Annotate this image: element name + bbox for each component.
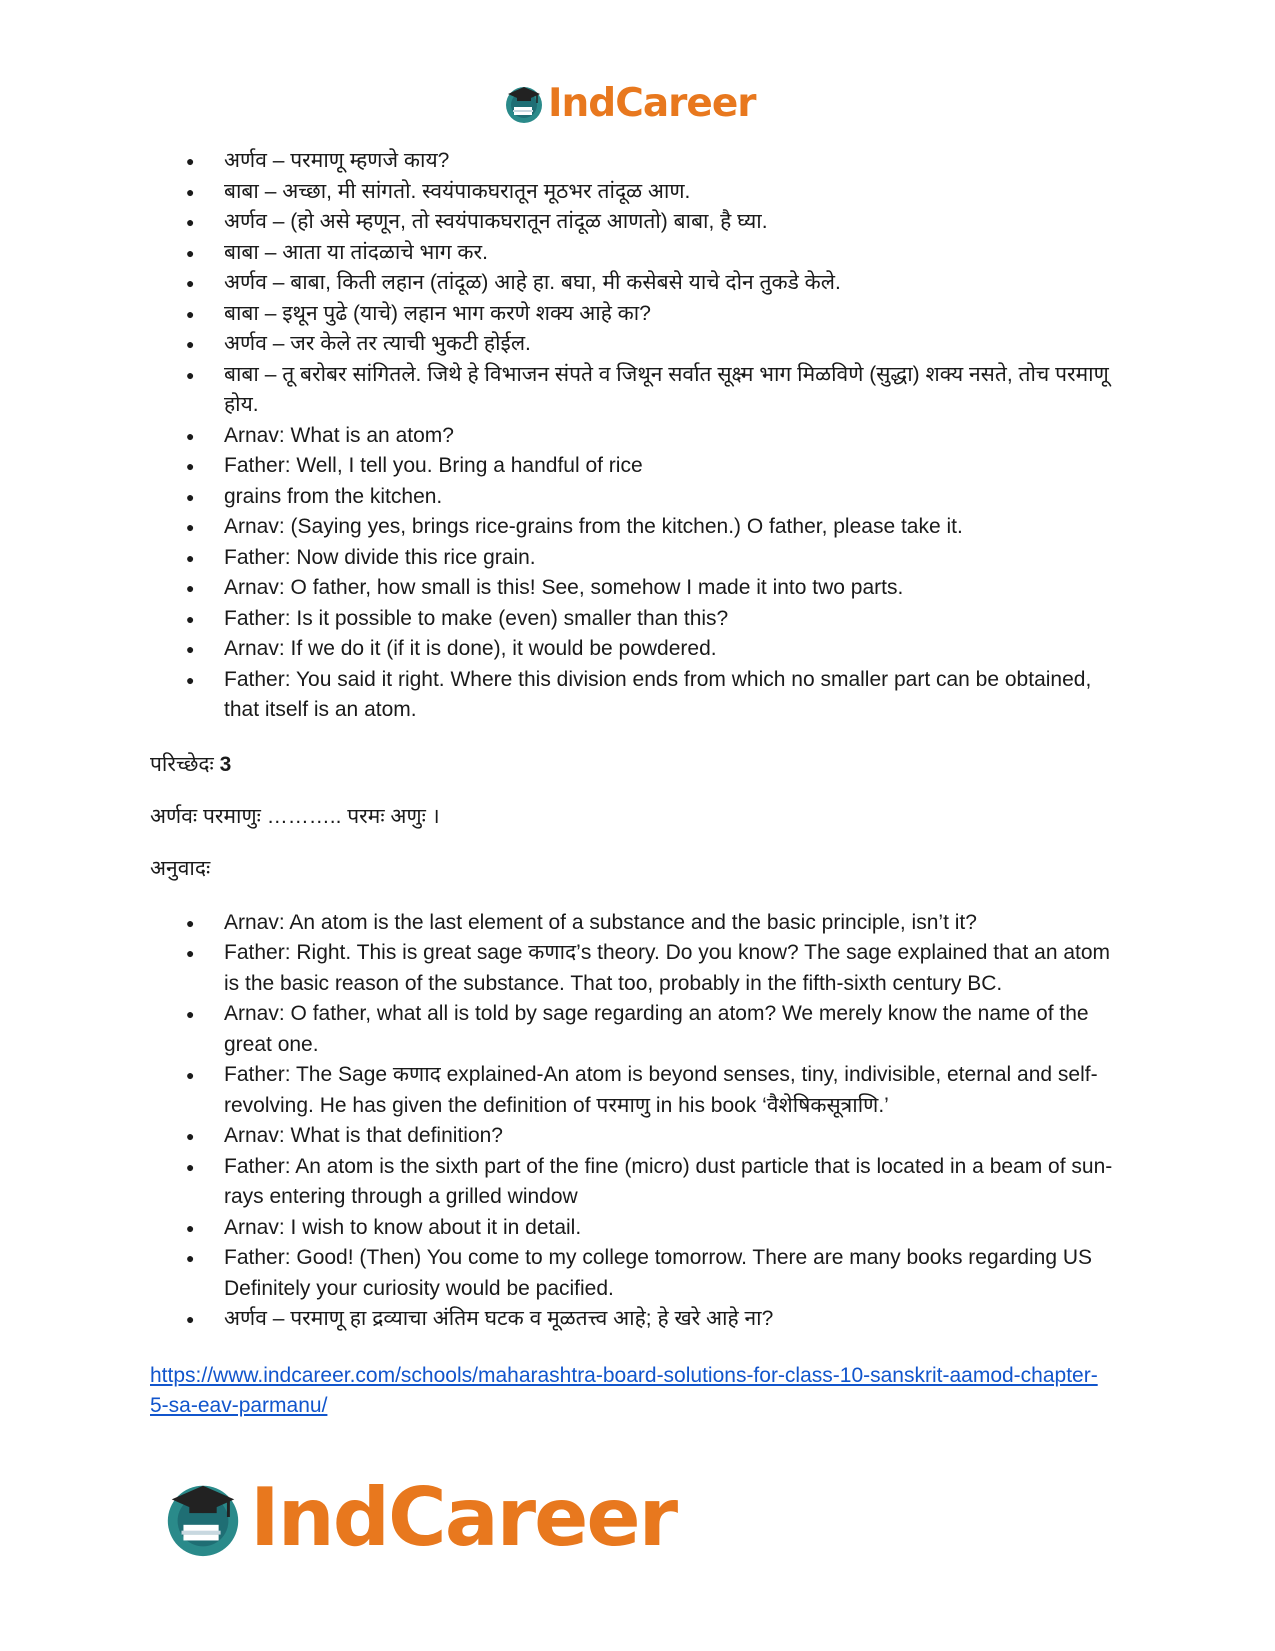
list-item: ● अर्णव – परमाणू म्हणजे काय? [224, 146, 1130, 177]
list-item: ● Father: The Sage कणाद explained-An atom is beyond senses, tiny, indivisible, eternal and self-revolving. He has given the definition of परमाणु in his book ‘वैशेषिकसूत्राणि.’ [224, 1060, 1130, 1121]
list-item: ● अर्णव – बाबा, किती लहान (तांदूळ) आहे हा. बघा, मी कसेबसे याचे दोन तुकडे केले. [224, 268, 1130, 299]
graduation-cap-globe-icon [502, 81, 546, 125]
list-item: ● अर्णव – जर केले तर त्याची भुकटी होईल. [224, 329, 1130, 360]
list-item: ● Father: Well, I tell you. Bring a handful of rice [224, 451, 1130, 482]
list-item: ● Arnav: O father, what all is told by sage regarding an atom? We merely know the name of the great one. [224, 999, 1130, 1060]
header-logo [502, 80, 756, 126]
list-item: ● अर्णव – परमाणू हा द्रव्याचा अंतिम घटक व मूळतत्त्व आहे; हे खरे आहे ना? [224, 1304, 1130, 1335]
graduation-cap-globe-icon [160, 1474, 246, 1560]
dialogue-list-2 [150, 908, 1130, 1335]
list-item: ● Father: Now divide this rice grain. [224, 543, 1130, 574]
list-item: ● Father: You said it right. Where this division ends from which no smaller part can be obtained, that itself is an atom. [224, 665, 1130, 726]
section-label: परिच्छेदः [150, 752, 214, 776]
list-item: ● अर्णव – (हो असे म्हणून, तो स्वयंपाकघरातून तांदूळ आणतो) बाबा, है घ्या. [224, 207, 1130, 238]
list-item: ● Arnav: (Saying yes, brings rice-grains from the kitchen.) O father, please take it. [224, 512, 1130, 543]
list-item: ● Father: An atom is the sixth part of the fine (micro) dust particle that is located in a beam of sun-rays entering through a grilled window [224, 1152, 1130, 1213]
section-heading [150, 750, 1130, 780]
dialogue-list-1 [150, 146, 1130, 726]
list-item: ● Arnav: An atom is the last element of a substance and the basic principle, isn’t it? [224, 908, 1130, 939]
list-item: ● Arnav: What is that definition? [224, 1121, 1130, 1152]
brand-name: IndCareer [250, 1470, 677, 1564]
footer-logo [160, 1472, 676, 1562]
list-item: ● Father: Good! (Then) You come to my college tomorrow. There are many books regarding US Definitely your curiosity would be pacified. [224, 1243, 1130, 1304]
list-item: ● Father: Is it possible to make (even) smaller than this? [224, 604, 1130, 635]
list-item: ● Arnav: I wish to know about it in detail. [224, 1213, 1130, 1244]
list-item: ● Arnav: What is an atom? [224, 421, 1130, 452]
list-item: ● grains from the kitchen. [224, 482, 1130, 513]
source-link[interactable]: https://www.indcareer.com/schools/maharashtra-board-solutions-for-class-10-sanskrit-aamod-chapter-5-sa-eav-parmanu/ [150, 1363, 1098, 1417]
document-body [150, 146, 1130, 1421]
brand-name: IndCareer [548, 80, 756, 126]
sanskrit-line: अर्णवः परमाणुः ……….. परमः अणुः । [150, 804, 440, 828]
list-item: ● बाबा – अच्छा, मी सांगतो. स्वयंपाकघरातून मूठभर तांदूळ आण. [224, 177, 1130, 208]
list-item: ● Arnav: O father, how small is this! See, somehow I made it into two parts. [224, 573, 1130, 604]
translation-label: अनुवादः [150, 856, 211, 880]
section-number: 3 [219, 752, 232, 776]
list-item: ● बाबा – इथून पुढे (याचे) लहान भाग करणे शक्य आहे का? [224, 299, 1130, 330]
list-item: ● Father: Right. This is great sage कणाद’s theory. Do you know? The sage explained that an atom is the basic reason of the substance. That too, probably in the fifth-sixth century BC. [224, 938, 1130, 999]
list-item: ● बाबा – तू बरोबर सांगितले. जिथे हे विभाजन संपते व जिथून सर्वात सूक्ष्म भाग मिळविणे (सुद्धा) शक्य नसते, तोच परमाणू होय. [224, 360, 1130, 421]
list-item: ● बाबा – आता या तांदळाचे भाग कर. [224, 238, 1130, 269]
list-item: ● Arnav: If we do it (if it is done), it would be powdered. [224, 634, 1130, 665]
